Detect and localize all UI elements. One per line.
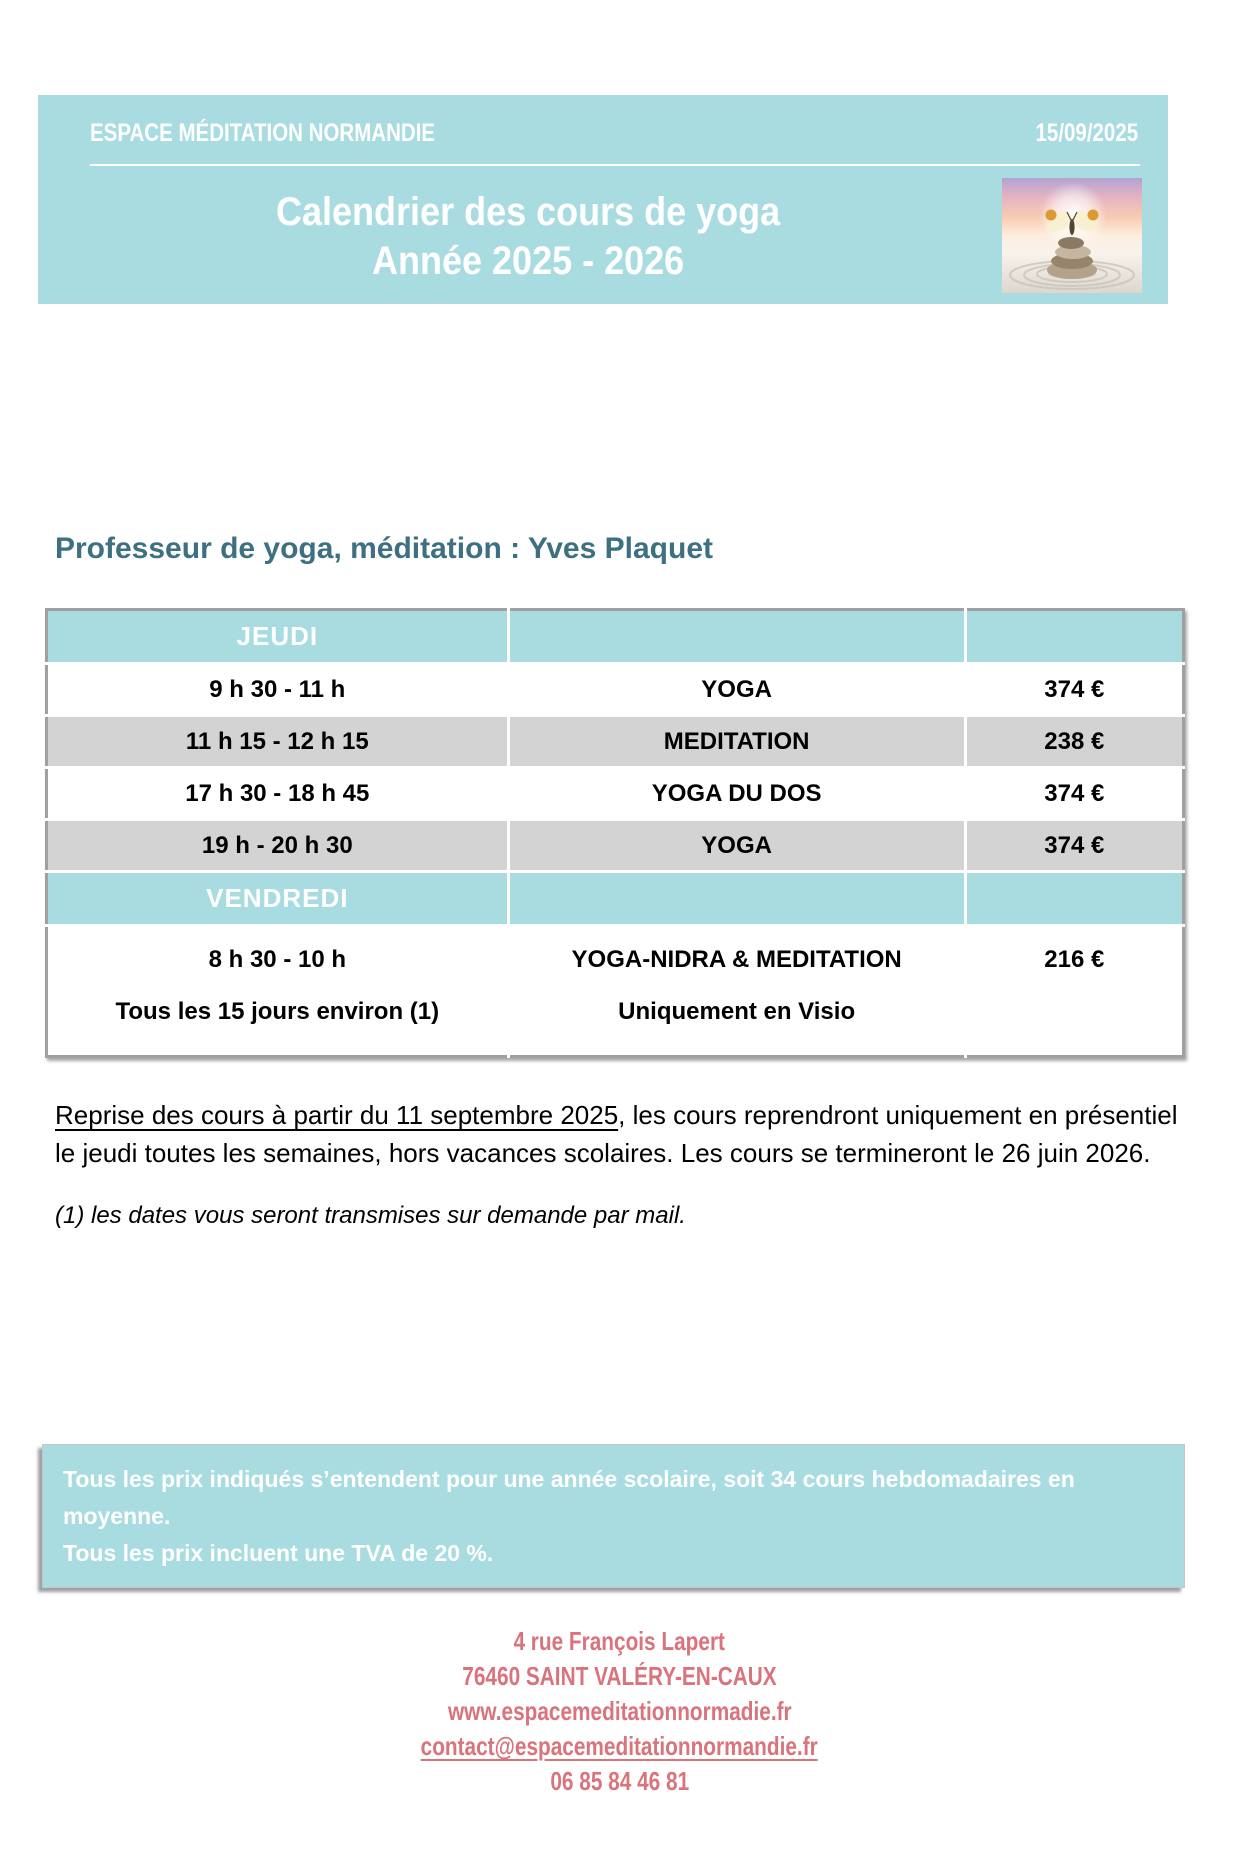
footer-address-line2 [0, 1659, 1239, 1694]
course-note: Uniquement en Visio [618, 998, 856, 1025]
header-date: 15/09/2025 [1035, 119, 1138, 147]
course-cell: MEDITATION [508, 716, 965, 768]
course-cell: YOGA [508, 820, 965, 872]
day-header-row-jeudi [47, 610, 1184, 664]
time-cell: 19 h - 20 h 30 [47, 820, 509, 872]
price-info-line2: Tous les prix incluent une TVA de 20 %. [63, 1540, 494, 1566]
price-cell [965, 926, 1183, 1057]
footer-address-line1 [0, 1624, 1239, 1659]
document-title-line1: Calendrier des cours de yoga [275, 190, 781, 234]
course-cell: YOGA [508, 664, 965, 716]
table-row-visio [47, 926, 1184, 1057]
course-cell [508, 926, 965, 1057]
footnote-mail-dates: (1) les dates vous seront transmises sur demande par mail. [55, 1202, 686, 1229]
banner-top-row [38, 95, 1168, 148]
price-cell: 374 € [965, 768, 1183, 820]
resume-note-rest: , les cours reprendront uniquement en présentiel le jeudi toutes les semaines, hors vacances scolaires. Les cours se termineront le 26 juin 2026. [55, 1100, 1178, 1168]
time-cell [47, 926, 509, 1057]
price-cell: 374 € [965, 664, 1183, 716]
table-row [47, 664, 1184, 716]
price-cell: 238 € [965, 716, 1183, 768]
header-divider-line [90, 164, 1140, 166]
time-cell: 11 h 15 - 12 h 15 [47, 716, 509, 768]
day-label: JEUDI [47, 610, 509, 664]
table-row [47, 768, 1184, 820]
resume-date-underlined: Reprise des cours à partir du 11 septembre 2025 [55, 1100, 619, 1130]
day-header-row-vendredi [47, 872, 1184, 926]
price-info-box [42, 1444, 1185, 1588]
table-row [47, 716, 1184, 768]
empty-cell [965, 872, 1183, 926]
footer-email-link[interactable]: contact@espacemeditationnormandie.fr [420, 1731, 819, 1761]
footer-address-line2-text: 76460 SAINT VALÉRY-EN-CAUX [462, 1661, 777, 1691]
footer-address-line1-text: 4 rue François Lapert [513, 1626, 726, 1656]
header-banner [38, 95, 1168, 304]
empty-cell [965, 610, 1183, 664]
time-text: 8 h 30 - 10 h [208, 946, 346, 973]
resume-note-paragraph [55, 1096, 1189, 1172]
footer-phone-text: 06 85 84 46 81 [550, 1766, 689, 1796]
brand-name: ESPACE MÉDITATION NORMANDIE [90, 119, 436, 147]
time-cell: 17 h 30 - 18 h 45 [47, 768, 509, 820]
zen-photo-illustration [1002, 178, 1142, 293]
course-text: YOGA-NIDRA & MEDITATION [571, 946, 902, 973]
price-cell: 374 € [965, 820, 1183, 872]
footer-email [0, 1729, 1239, 1764]
empty-cell [508, 610, 965, 664]
footer-contact-block [0, 1624, 1239, 1799]
footer-website-text: www.espacemeditationnormadie.fr [447, 1696, 792, 1726]
schedule-table [45, 608, 1185, 1058]
zen-stones-butterfly-photo [1002, 178, 1142, 293]
price-info-line1: Tous les prix indiqués s’entendent pour une année scolaire, soit 34 cours hebdomadaires en moyenne. [63, 1466, 1075, 1529]
document-page [0, 95, 1239, 1849]
document-title [276, 188, 780, 286]
document-title-block [38, 188, 1168, 286]
time-note: Tous les 15 jours environ (1) [115, 998, 440, 1025]
course-cell: YOGA DU DOS [508, 768, 965, 820]
time-cell: 9 h 30 - 11 h [47, 664, 509, 716]
day-label: VENDREDI [47, 872, 509, 926]
footer-phone [0, 1764, 1239, 1799]
professor-heading: Professeur de yoga, méditation : Yves Plaquet [55, 532, 713, 565]
document-title-line2: Année 2025 - 2026 [371, 239, 685, 283]
footer-website [0, 1694, 1239, 1729]
table-row [47, 820, 1184, 872]
price-text: 216 € [1044, 946, 1105, 973]
empty-cell [508, 872, 965, 926]
